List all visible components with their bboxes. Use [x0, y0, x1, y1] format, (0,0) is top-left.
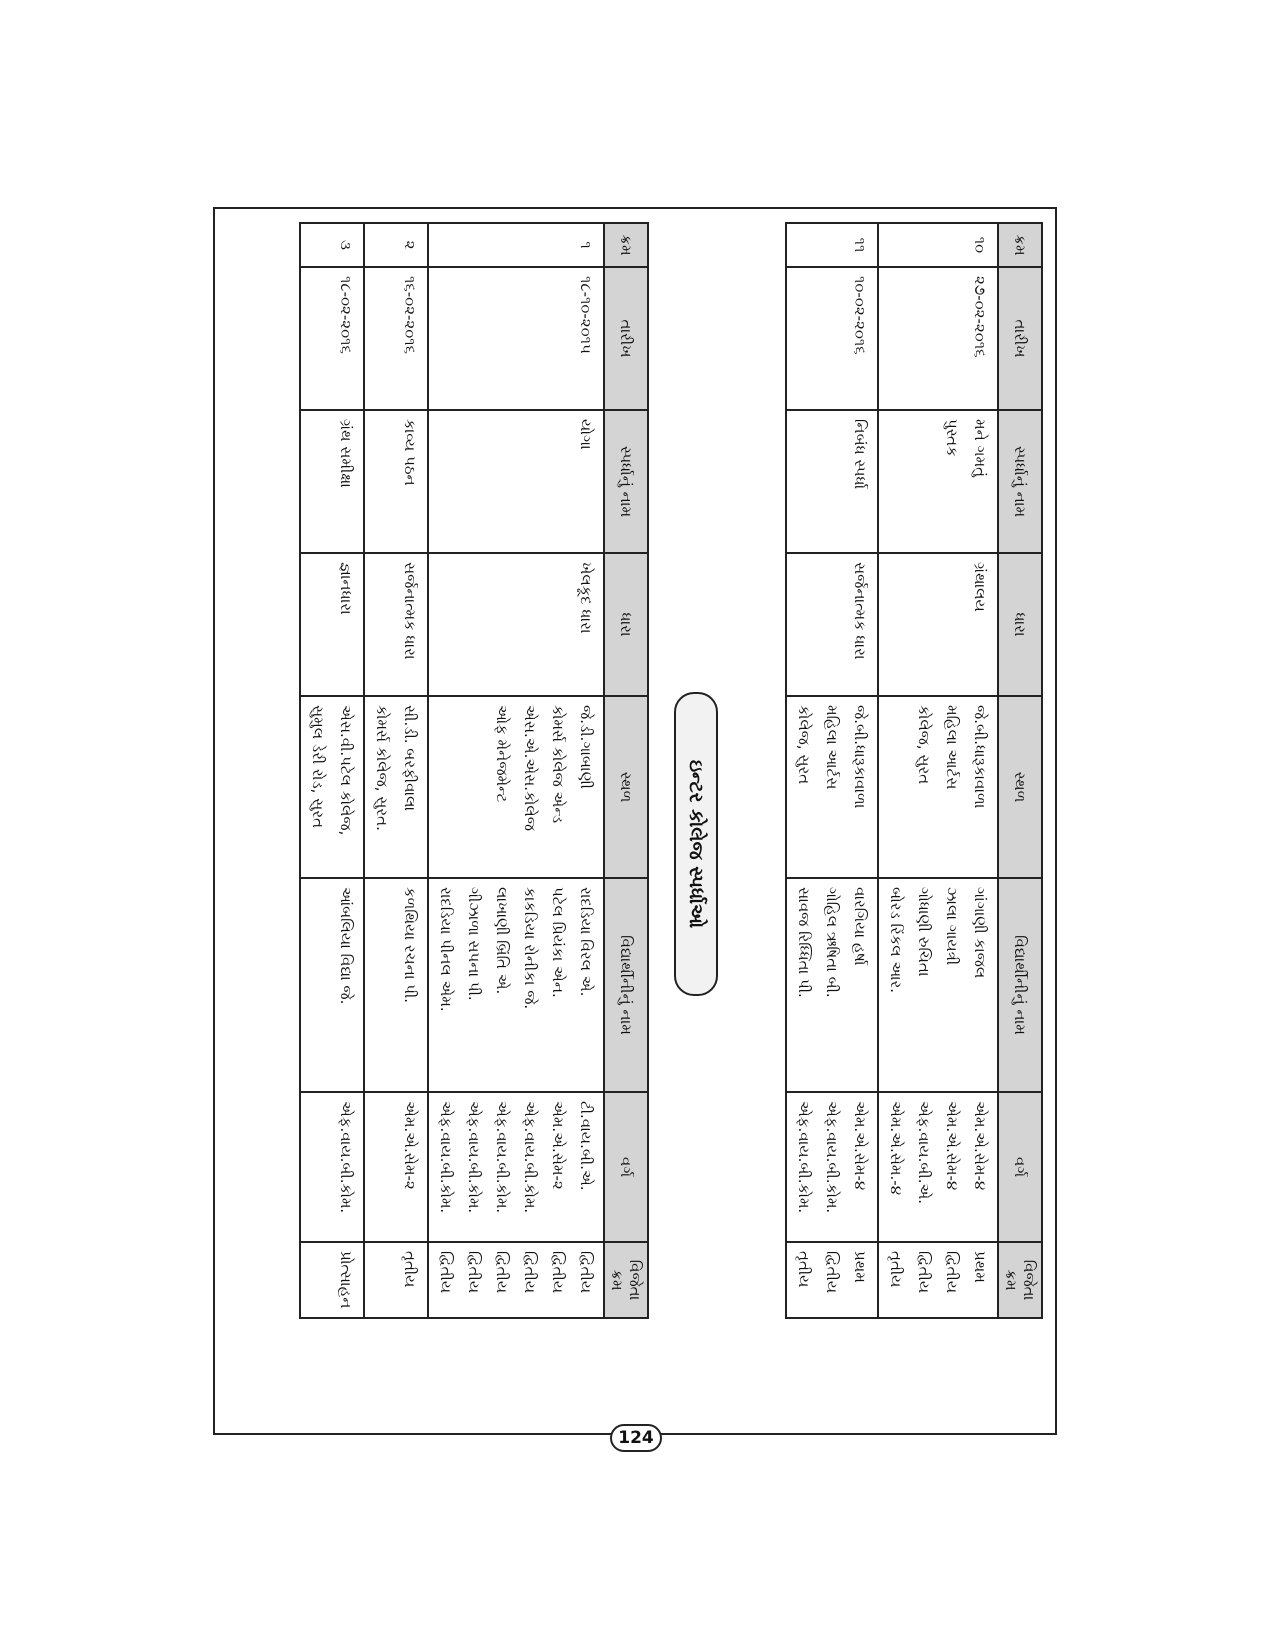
cell-class — [878, 1092, 998, 1242]
header-date: તારીખ — [998, 267, 1042, 410]
cell-class-line: એમ.એ.સેમ-૨ — [549, 1101, 567, 1190]
cell-rank — [300, 1242, 364, 1318]
cell-stream-text: સર્જનાત્મક ધારા — [401, 562, 419, 660]
table-row — [364, 223, 428, 1318]
cell-rank-line: દ્વિતીય — [915, 1251, 933, 1294]
cell-student — [878, 878, 998, 1092]
cell-competition — [878, 410, 998, 553]
cell-serial-text: ૧ — [577, 241, 595, 249]
cell-competition — [364, 410, 428, 553]
cell-rank-line: પ્રથમ — [971, 1251, 989, 1283]
cell-stream — [364, 553, 428, 696]
header-class: વર્ગ — [998, 1092, 1042, 1242]
inter-college-banner: ઇન્ટર કોલેજ સ્પર્ધાઓ — [674, 692, 718, 996]
cell-rank-line: પ્રોત્સાહન — [337, 1251, 355, 1309]
cell-date-text: ૨૭-૦૨-૨૦૧૬ — [971, 276, 989, 358]
cell-venue — [786, 696, 878, 878]
table-row — [300, 223, 364, 1318]
header-serial: ક્રમ — [604, 223, 648, 267]
header-date: તારીખ — [604, 267, 648, 410]
cell-venue-line: સી.ડી. બરફીવાલા — [401, 705, 419, 812]
cell-student-line: ગાંગાણી કાજલ — [971, 887, 989, 979]
cell-class — [428, 1092, 604, 1242]
cell-date — [878, 267, 998, 410]
table-header-row — [998, 223, 1042, 1318]
cell-serial-text: ૨ — [401, 240, 419, 250]
header-student: વિદ્યાર્થીનીનું નામ — [604, 878, 648, 1092]
cell-student-line: બોરડ રિંકલ આર. — [887, 887, 905, 993]
cell-competition-line: પુસ્તક — [943, 419, 961, 457]
cell-class-line: ટી.વાય.બી.એ. — [577, 1101, 595, 1191]
cell-stream — [786, 553, 878, 696]
header-competition: સ્પર્ધાનું નામ — [604, 410, 648, 553]
cell-class-line: એમ.એ.સેમ.-૪ — [887, 1101, 905, 1195]
cell-student — [428, 878, 604, 1092]
cell-student — [300, 878, 364, 1092]
cell-competition-line: યોગા — [577, 419, 595, 450]
page-number: 124 — [610, 1424, 662, 1452]
cell-venue-line: જે.બી.ધારૂકાવાળા — [851, 705, 869, 809]
cell-rank — [428, 1242, 604, 1318]
cell-rank-line: તૃતીય — [401, 1251, 419, 1288]
cell-competition-line: મને ગમતું — [971, 419, 989, 478]
cell-student-line: રાદડિયા વિરલ એ. — [577, 887, 595, 997]
cell-stream-text: ખેલકૂદ ધારા — [577, 562, 595, 634]
cell-class-line: એફ.વાય.બી.કોમ. — [337, 1101, 355, 1214]
cell-stream — [300, 553, 364, 696]
cell-venue-line: કોમર્સ કોલેજ, સુરત. — [373, 705, 391, 831]
cell-venue — [364, 696, 428, 878]
cell-class-line: એફ.વાય.બી.કોમ. — [465, 1101, 483, 1214]
cell-serial-text: ૧૧ — [851, 237, 869, 253]
cell-rank-line: દ્વિતીય — [577, 1251, 595, 1294]
cell-rank — [878, 1242, 998, 1318]
cell-student-line: લાખાણી બ્રિંતિ એ. — [493, 887, 511, 995]
cell-venue-line: મહિલા આર્ટસ — [943, 705, 961, 790]
cell-stream-text: ગ્રંથાલય — [971, 562, 989, 612]
cell-venue — [878, 696, 998, 878]
cell-venue-line: એસ.એ.એસ.કોલેજ — [521, 705, 539, 831]
cell-date-text: ૧૦-૦૨-૨૦૧૬ — [851, 276, 869, 355]
header-rank: વિજેતા ક્રમ — [604, 1242, 648, 1318]
cell-venue-line: મહિલા આર્ટસ — [823, 705, 841, 790]
cell-class — [300, 1092, 364, 1242]
cell-rank-line: દ્વિતીય — [493, 1251, 511, 1294]
cell-stream-text: જ્ઞાનધારા — [337, 562, 355, 615]
header-serial: ક્રમ — [998, 223, 1042, 267]
cell-student-line: પટેલ પ્રિયંકા એન. — [549, 887, 567, 998]
header-venue: સ્થળ — [604, 696, 648, 878]
cell-student-line: આંબલિયા વિદ્યા જે. — [337, 887, 355, 1005]
cell-stream-text: સર્જનાત્મક ધારા — [851, 562, 869, 660]
cell-student — [786, 878, 878, 1092]
header-student: વિદ્યાર્થીનીનું નામ — [998, 878, 1042, 1092]
cell-date — [300, 267, 364, 410]
cell-stream — [428, 553, 604, 696]
cell-serial — [428, 223, 604, 267]
header-venue: સ્થળ — [998, 696, 1042, 878]
header-stream: ધારા — [998, 553, 1042, 696]
cell-serial — [786, 223, 878, 267]
cell-venue-line: સુમુલ ડેરી રોડ, સુરત — [309, 705, 327, 829]
results-table-inter-college — [299, 222, 649, 1319]
cell-venue — [428, 696, 604, 878]
cell-rank — [364, 1242, 428, 1318]
cell-rank-line: દ્વિતીય — [823, 1251, 841, 1294]
table-row — [428, 223, 604, 1318]
cell-class-line: એફ.વાય.બી.કોમ. — [823, 1101, 841, 1214]
cell-venue-line: કોલેજ, સુરત — [795, 705, 813, 785]
cell-student-line: ગોધાણી રુચિતા — [915, 887, 933, 977]
cell-venue-line: જે.બી.ધારૂકાવાળા — [971, 705, 989, 809]
cell-student-line: વારગિયા હર્ષા — [851, 887, 869, 966]
cell-class — [364, 1092, 428, 1242]
rotated-content — [231, 222, 1043, 1404]
cell-student-line: ગોહિલ ઋષિતા બી. — [823, 887, 841, 998]
cell-student-line: સાવજ રિધ્ધિતા પી. — [795, 887, 813, 998]
cell-date — [786, 267, 878, 410]
cell-serial — [364, 223, 428, 267]
cell-class-line: એફ.વાય.બી.કોમ. — [437, 1101, 455, 1214]
cell-serial-text: ૧૦ — [971, 236, 989, 254]
cell-venue-line: કોલેજ, સુરત — [915, 705, 933, 785]
header-rank: વિજેતા ક્રમ — [998, 1242, 1042, 1318]
cell-rank-line: તૃતીય — [887, 1251, 905, 1288]
cell-competition — [786, 410, 878, 553]
cell-serial-text: ૩ — [337, 240, 355, 250]
table-row — [878, 223, 998, 1318]
cell-student-line: રાદડિયા પીનલ એમ. — [437, 887, 455, 1012]
cell-class-line: એમ.એ.સેમ-૪ — [851, 1101, 869, 1191]
cell-rank — [786, 1242, 878, 1318]
cell-student-line: કળથિયા રચના પી. — [401, 887, 419, 1004]
cell-class-line: એમ.એ.સેમ-૪ — [971, 1101, 989, 1191]
cell-rank-line: દ્વિતીય — [549, 1251, 567, 1294]
table-row — [786, 223, 878, 1318]
cell-student — [364, 878, 428, 1092]
cell-competition-line: કાવ્ય પઠન — [401, 419, 419, 486]
cell-date-text: ૧૬-૦૨-૨૦૧૬ — [401, 276, 419, 354]
cell-competition-line: ગ્રંથ સમીક્ષા — [337, 419, 355, 488]
cell-date — [364, 267, 428, 410]
cell-competition — [428, 410, 604, 553]
cell-rank-line: દ્વિતીય — [437, 1251, 455, 1294]
cell-date-text: ૧૮-૧૦-૨૦૧૫ — [577, 276, 595, 354]
results-table-college — [785, 222, 1043, 1319]
cell-class-line: એફ.વાય.બી.એ. — [915, 1101, 933, 1205]
cell-venue-line: કોમર્સ કોલેજ એન્ડ — [549, 705, 567, 824]
cell-venue — [300, 696, 364, 878]
cell-serial — [878, 223, 998, 267]
header-stream: ધારા — [604, 553, 648, 696]
cell-venue-line: ઓફ મેનેજમેન્ટ — [493, 705, 511, 803]
table-header-row — [604, 223, 648, 1318]
cell-competition-line: નિબંધ સ્પર્ધા — [851, 419, 869, 490]
cell-student-line: કાકડિયા રોનીકા જે. — [521, 887, 539, 1010]
cell-rank-line: તૃતીય — [795, 1251, 813, 1288]
cell-class-line: એફ.વાય.બી.કોમ. — [521, 1101, 539, 1214]
cell-competition — [300, 410, 364, 553]
cell-date — [428, 267, 604, 410]
cell-serial — [300, 223, 364, 267]
cell-venue-line: જે.ડી.ગાબાણી — [577, 705, 595, 789]
cell-stream — [878, 553, 998, 696]
cell-class-line: એમ.એ.સેમ-૪ — [943, 1101, 961, 1191]
cell-rank-line: પ્રથમ — [851, 1251, 869, 1283]
cell-class-line: એફ.વાય.બી.કોમ. — [493, 1101, 511, 1214]
cell-class-line: એફ.વાય.બી.કોમ. — [795, 1101, 813, 1214]
cell-date-text: ૧૮-૦૨-૨૦૧૬ — [337, 276, 355, 354]
cell-student-line: ગીઝાળા સપના પી. — [465, 887, 483, 1001]
header-competition: સ્પર્ધાનું નામ — [998, 410, 1042, 553]
cell-class-line: એમ.એ.સેમ-૨ — [401, 1101, 419, 1190]
cell-venue-line: એસ.વી.પટેલ કોલેજ, — [337, 705, 355, 836]
cell-rank-line: દ્વિતીય — [943, 1251, 961, 1294]
cell-class — [786, 1092, 878, 1242]
cell-student-line: ઝાલા ગાયત્રી — [943, 887, 961, 966]
cell-rank-line: દ્વિતીય — [521, 1251, 539, 1294]
header-class: વર્ગ — [604, 1092, 648, 1242]
cell-rank-line: દ્વિતીય — [465, 1251, 483, 1294]
